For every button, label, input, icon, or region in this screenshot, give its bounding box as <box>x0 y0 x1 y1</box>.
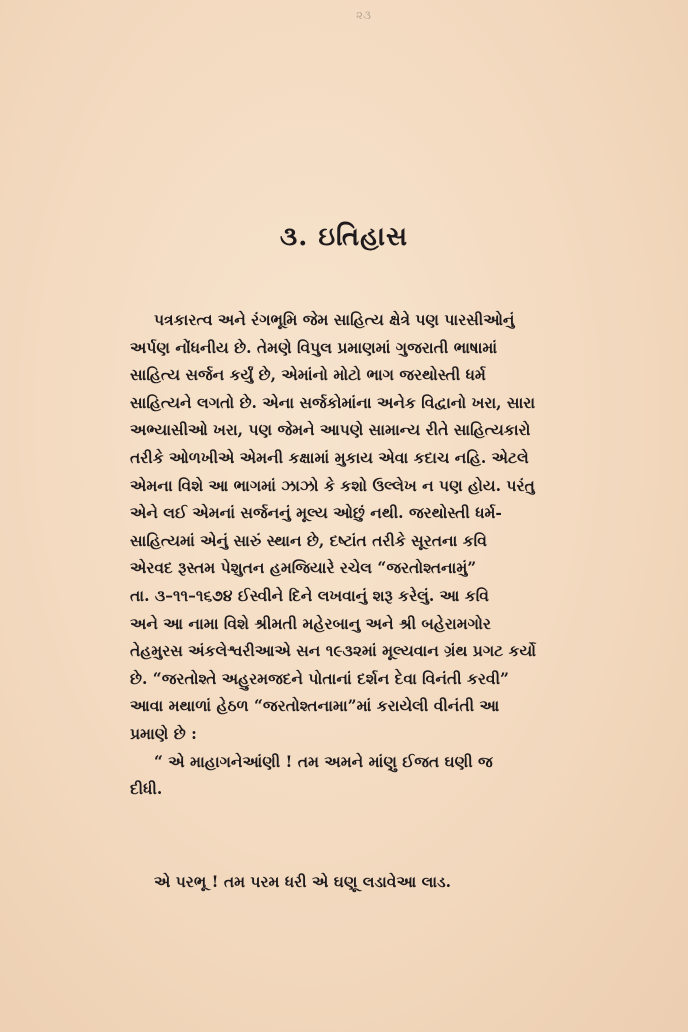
text-line: તરીકે ઓળખીએ એમની કક્ષામાં મુકાય એવા કદાચ નહિ. એટલે <box>130 447 529 467</box>
body-paragraph <box>130 306 630 803</box>
text-line: સાહિત્યને લગતો છે. એના સર્જકોમાંના અનેક વિદ્વાનો ખરા, સારા <box>130 392 536 412</box>
quote-line: દીધી. <box>130 779 163 799</box>
page-number: ૨૩ <box>356 8 372 22</box>
text-line: તેહમુરસ અંકલેશ્વરીઆએ સન ૧૯૩૨માં મૂલ્યવાન ગ્રંથ પ્રગટ કર્યો <box>130 641 536 661</box>
text-line: એને લઈ એમનાં સર્જનનું મૂલ્ય ઓછું નથી. જરથોસ્તી ધર્મ- <box>130 503 502 523</box>
text-line: અર્પણ નોંધનીય છે. તેમણે વિપુલ પ્રમાણમાં ગુજરાતી ભાષામાં <box>130 337 498 357</box>
quote-closing-line: એ પરભૂ ! તમ પરમ ધરી એ ઘણૂ લડાવેઆ લાડ. <box>154 872 451 891</box>
text-line: આવા મથાળાં હેઠળ “જરતોશ્તનામા”માં કરાયેલી વીનંતી આ <box>130 696 500 716</box>
text-line: એરવદ રૂસ્તમ પેશુતન હમજિયારે રચેલ “જરતોશ્તનામું” <box>130 558 477 578</box>
text-line: અભ્યાસીઓ ખરા, પણ જેમને આપણે સામાન્ય રીતે સાહિત્યકારો <box>130 420 531 440</box>
chapter-title: ૩. ઇતિહાસ <box>279 222 409 252</box>
text-line: પત્રકારત્વ અને રંગભૂમિ જેમ સાહિત્ય ક્ષેત્રે પણ પારસીઓનું <box>154 310 515 329</box>
text-line: છે. “જરતોશ્તે અહુરમજદને પોતાનાં દર્શન દેવા વિનંતી કરવી” <box>130 668 509 688</box>
text-line: એમના વિશે આ ભાગમાં ઝાઝો કે કશો ઉલ્લેખ ન પણ હોય. પરંતુ <box>130 475 535 495</box>
text-line: સાહિત્ય સર્જન કર્યું છે, એમાંનો મોટો ભાગ જરથોસ્તી ધર્મ <box>130 365 486 385</box>
text-line: અને આ નામા વિશે શ્રીમતી મહેરબાનુ અને શ્રી બહેરામગોર <box>130 613 491 633</box>
text-line: પ્રમાણે છે : <box>130 723 197 743</box>
text-line: સાહિત્યમાં એનું સારું સ્થાન છે, દષ્ટાંત તરીકે સૂરતના કવિ <box>130 530 487 550</box>
text-line: તા. ૩–૧૧–૧૬૭૪ ઈસ્વીને દિને લખવાનું શરૂ કરેલું. આ કવિ <box>130 585 489 605</box>
quote-line: “ એ માહાગનેઆંણી ! તમ અમને માંણુ ઈજત ઘણી જ <box>154 751 493 771</box>
